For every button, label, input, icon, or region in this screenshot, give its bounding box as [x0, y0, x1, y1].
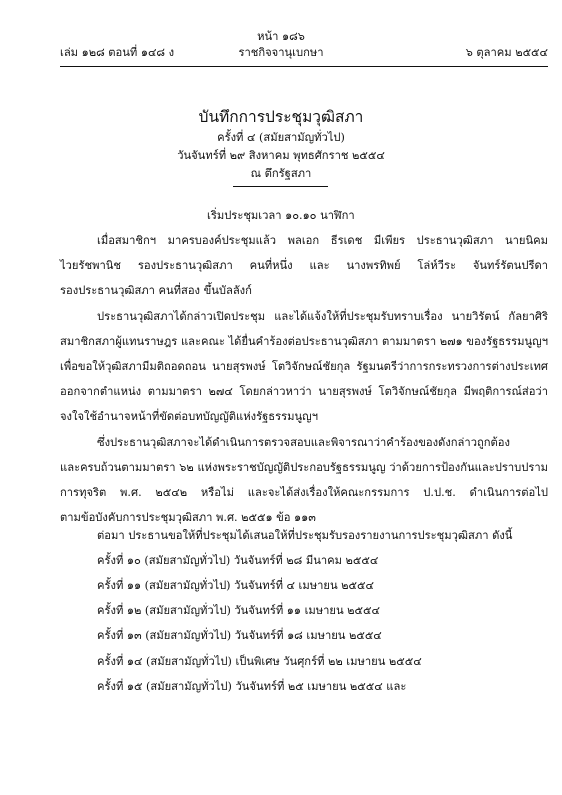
paragraph-3-line: ซึ่งประธานวุฒิสภาจะได้ดำเนินการตรวจสอบและพิจารณาว่าคำร้องของดังกล่าวถูกต้อง	[97, 436, 510, 449]
volume-info: เล่ม ๑๒๘ ตอนที่ ๑๔๘ ง	[60, 46, 175, 59]
paragraph-3-line: ตามข้อบังคับการประชุมวุฒิสภา พ.ศ. ๒๕๕๑ ข้อ ๑๑๓	[60, 511, 316, 524]
paragraph-2-line: ประธานวุฒิสภาได้กล่าวเปิดประชุม และได้แจ้งให้ที่ประชุมรับทราบเรื่อง นายวิรัตน์ กัลยาศิริ	[97, 310, 548, 323]
meeting-item: ครั้งที่ ๑๑ (สมัยสามัญทั่วไป) วันจันทร์ที่ ๔ เมษายน ๒๕๕๔	[97, 579, 374, 592]
meeting-item: ครั้งที่ ๑๔ (สมัยสามัญทั่วไป) เป็นพิเศษ วันศุกร์ที่ ๒๒ เมษายน ๒๕๕๔	[97, 655, 422, 668]
start-time: เริ่มประชุมเวลา ๑๐.๑๐ นาฬิกา	[207, 209, 355, 222]
paragraph-2-line: สมาชิกสภาผู้แทนราษฎร และคณะ ได้ยื่นคำร้องต่อประธานวุฒิสภา ตามมาตรา ๒๗๑ ของรัฐธรรมนูญฯ	[60, 335, 548, 348]
paragraph-2-line: เพื่อขอให้วุฒิสภามีมติถอดถอน นายสุรพงษ์ โตวิจักษณ์ชัยกุล รัฐมนตรีว่าการกระทรวงการต่างประเทศ	[60, 360, 548, 373]
title-rule	[233, 186, 328, 187]
paragraph-3-line: และครบถ้วนตามมาตรา ๖๒ แห่งพระราชบัญญัติประกอบรัฐธรรมนูญ ว่าด้วยการป้องกันและปราบปราม	[60, 461, 548, 474]
paragraph-1-line: เมื่อสมาชิกฯ มาครบองค์ประชุมแล้ว พลเอก ธีรเดช มีเพียร ประธานวุฒิสภา นายนิคม	[97, 234, 548, 247]
paragraph-2-line: ออกจากตำแหน่ง ตามมาตรา ๒๗๔ โดยกล่าวหาว่า นายสุรพงษ์ โตวิจักษณ์ชัยกุล มีพฤติการณ์ส่อว่า	[60, 385, 548, 398]
document-title: บันทึกการประชุมวุฒิสภา	[198, 108, 364, 126]
paragraph-3-line: การทุจริต พ.ศ. ๒๕๔๒ หรือไม่ และจะได้ส่งเรื่องให้คณะกรรมการ ป.ป.ช. ดำเนินการต่อไป	[60, 486, 548, 499]
meeting-item: ครั้งที่ ๑๕ (สมัยสามัญทั่วไป) วันจันทร์ที่ ๒๕ เมษายน ๒๕๕๔ และ	[97, 680, 407, 693]
meeting-item: ครั้งที่ ๑๓ (สมัยสามัญทั่วไป) วันจันทร์ที่ ๑๘ เมษายน ๒๕๕๔	[97, 629, 382, 642]
meeting-item: ครั้งที่ ๑๐ (สมัยสามัญทั่วไป) วันจันทร์ที่ ๒๘ มีนาคม ๒๕๕๔	[97, 554, 379, 567]
paragraph-1-line: รองประธานวุฒิสภา คนที่สอง ขึ้นบัลลังก์	[60, 284, 252, 297]
page-number: หน้า ๑๘๖	[257, 30, 305, 43]
date-line: วันจันทร์ที่ ๒๙ สิงหาคม พุทธศักราช ๒๕๕๔	[177, 149, 385, 162]
paragraph-2-line: จงใจใช้อำนาจหน้าที่ขัดต่อบทบัญญัติแห่งรัฐธรรมนูญฯ	[60, 410, 318, 423]
meeting-item: ครั้งที่ ๑๒ (สมัยสามัญทั่วไป) วันจันทร์ที่ ๑๑ เมษายน ๒๕๕๔	[97, 604, 380, 617]
header-divider	[60, 66, 548, 67]
paragraph-4: ต่อมา ประธานขอให้ที่ประชุมได้เสนอให้ที่ประชุมรับรองรายงานการประชุมวุฒิสภา ดังนี้	[97, 529, 513, 542]
session-line: ครั้งที่ ๔ (สมัยสามัญทั่วไป)	[217, 131, 345, 144]
paragraph-1-line: ไวยรัชพานิช รองประธานวุฒิสภา คนที่หนึ่ง และ นางพรทิพย์ โล่ห์วีระ จันทร์รัตนปรีดา	[60, 259, 548, 272]
gazette-date: ๖ ตุลาคม ๒๕๕๔	[465, 46, 548, 59]
gazette-name: ราชกิจจานุเบกษา	[238, 46, 324, 59]
place-line: ณ ตึกรัฐสภา	[250, 167, 312, 180]
